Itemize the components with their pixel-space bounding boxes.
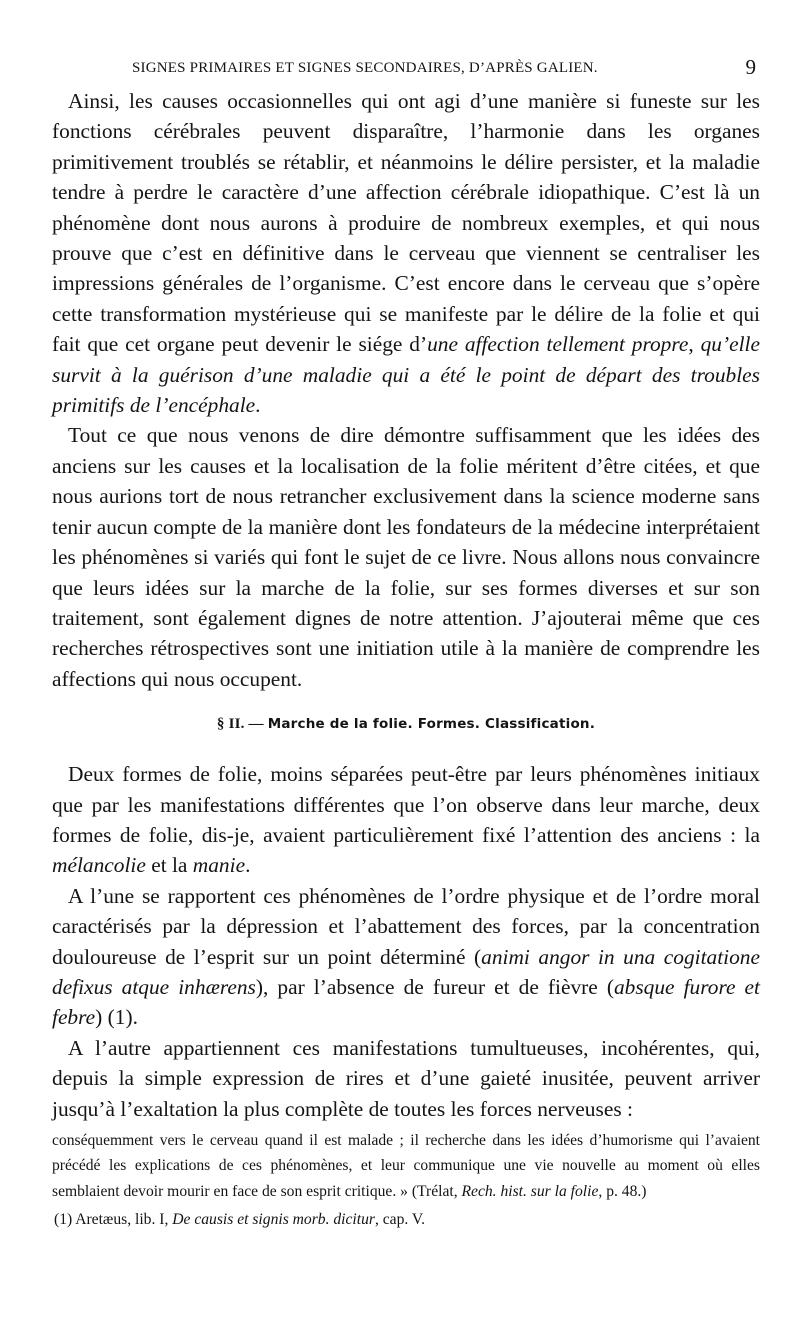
footnote-1 (52, 1207, 760, 1232)
section-title: Marche de la folie. Formes. Classification. (267, 716, 596, 733)
paragraph-text: ), par l’absence de fureur et de fièvre ( (255, 974, 614, 999)
paragraph-text: . (255, 393, 261, 418)
italic-phrase: absque furore et febre (52, 974, 760, 1030)
paragraph-text: et la (145, 853, 193, 878)
section-number: § II. — (216, 716, 268, 733)
section-heading (52, 716, 760, 733)
italic-phrase: animi angor in una cogitatione defixus atque inhærens (52, 944, 760, 999)
running-title: SIGNES PRIMAIRES ET SIGNES SECONDAIRES, D’APRÈS GALIEN. (132, 60, 598, 76)
page-number: 9 (745, 55, 756, 79)
footnote-italic: De causis et signis morb. dicitur (172, 1211, 375, 1229)
italic-phrase: manie (192, 853, 246, 878)
body-text (52, 86, 760, 1124)
running-head (52, 0, 760, 86)
paragraph-text: Deux formes de folie, moins séparées peut-être par leurs phénomènes initiaux que par les manifestations différentes que l’on observe dans leur marche, deux formes de folie, dis-je, avaient particulièrement fixé l’attention des anciens : la (52, 762, 760, 847)
footnote-text: , p. 48.) (598, 1182, 647, 1200)
footnote-text: (1) Aretæus, lib. I, (54, 1211, 173, 1229)
paragraph-text: , (688, 332, 701, 357)
italic-phrase: mélancolie (52, 853, 146, 878)
paragraph (52, 1033, 760, 1124)
footnote-continued (52, 1128, 760, 1204)
paragraph (52, 881, 760, 1033)
footnote-text: , cap. V. (374, 1211, 426, 1229)
paragraph (52, 86, 760, 420)
paragraph-text: A l’autre appartiennent ces manifestations tumultueuses, incohérentes, qui, depuis la simple expression de rires et d’une gaieté inusitée, peuvent arriver jusqu’à l’exaltation la plus complète de toutes les forces nerveuses : (52, 1035, 760, 1121)
footnote-italic: Rech. hist. sur la folie (461, 1182, 599, 1200)
paragraph-text: . (245, 853, 251, 878)
paragraph (52, 420, 760, 694)
paragraph (52, 759, 760, 881)
paragraph-text: Ainsi, les causes occasionnelles qui ont agi d’une manière si funeste sur les fonctions cérébrales peuvent disparaître, l’harmonie dans les organes primitivement troublés se rétablir, et néanmoins le délire persister, et la maladie tendre à perdre le caractère d’une affection cérébrale idiopathique. C’est là un phénomène dont nous aurons à produire de nombreux exemples, et qui nous prouve que c’est en définitive dans le cerveau que viennent se centraliser les impressions générales de l’organisme. C’est encore dans le cerveau que s’opère cette transformation mystérieuse qui se manifeste par le délire de la folie et qui fait que cet organe peut devenir le siége d’ (52, 89, 760, 357)
footnotes (52, 1128, 760, 1233)
paragraph-text: Tout ce que nous venons de dire démontre suffisamment que les idées des anciens sur les causes et la localisation de la folie méritent d’être citées, et que nous aurions tort de nous retrancher exclusivement dans la science moderne sans tenir aucun compte de la manière dont les fondateurs de la médecine interprétaient les phénomènes si variés qui font le sujet de ce livre. Nous allons nous convaincre que leurs idées sur la marche de la folie, sur ses formes diverses et sur son traitement, sont également dignes de notre attention. J’ajouterai même que ces recherches rétrospectives sont une initiation utile à la manière de comprendre les affections qui nous occupent. (52, 423, 760, 691)
paragraph-text: A l’une se rapportent ces phénomènes de l’ordre physique et de l’ordre moral caractérisés par la dépression et l’abattement des forces, par la concentration douloureuse de l’esprit sur un point déterminé ( (52, 883, 760, 969)
paragraph-text: ) (1). (95, 1005, 138, 1030)
italic-phrase: qu’elle survit à la guérison d’une maladie qui a été le point de départ des troubles primitifs de l’encéphale (52, 332, 760, 418)
italic-phrase: une affection tellement propre (427, 332, 689, 357)
footnote-text: conséquemment vers le cerveau quand il est malade ; il recherche dans les idées d’humorisme qui l’avaient précédé les explications de ces phénomènes, et leur communique une vie nouvelle au moment où elles semblaient devoir mourir en face de son esprit critique. » (Trélat, (52, 1132, 760, 1200)
